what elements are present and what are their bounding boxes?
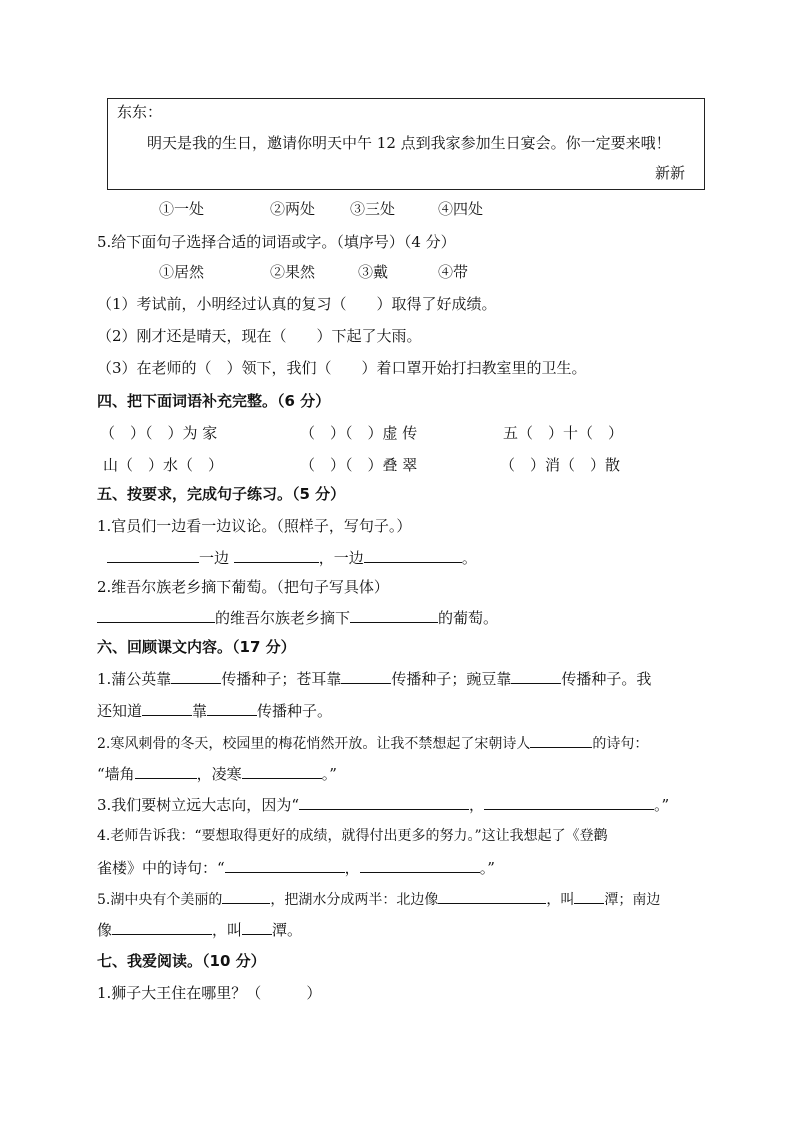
s5-q1-answer-line xyxy=(107,548,477,568)
answer-blank[interactable] xyxy=(234,548,319,563)
s6-q2-cont xyxy=(97,764,337,784)
text: 传播种子；豌豆靠 xyxy=(391,670,512,688)
s5-q2-answer-line xyxy=(97,608,498,628)
text: “墙角 xyxy=(97,765,135,783)
answer-blank[interactable] xyxy=(112,920,212,935)
s5-q2: 2.维吾尔族老乡摘下葡萄。（把句子写具体） xyxy=(97,578,389,596)
answer-blank[interactable] xyxy=(222,889,270,904)
answer-blank[interactable] xyxy=(171,669,221,684)
text: 的葡萄。 xyxy=(438,609,499,627)
q5-sentence-3: （3）在老师的（ ）领下，我们（ ）着口罩开始打扫教室里的卫生。 xyxy=(97,359,587,377)
text: 传播种子；苍耳靠 xyxy=(221,670,342,688)
answer-blank[interactable] xyxy=(438,889,546,904)
answer-blank[interactable] xyxy=(97,608,215,623)
answer-blank[interactable] xyxy=(299,795,469,810)
text: 传播种子。 xyxy=(257,702,333,720)
answer-blank[interactable] xyxy=(242,764,322,779)
idiom-4: 山（ ）水（ ） xyxy=(103,456,224,474)
s6-q5-cont xyxy=(97,920,302,940)
text: 。” xyxy=(321,765,337,783)
s7-q1: 1.狮子大王住在哪里？（ ） xyxy=(97,984,322,1002)
text: ，把湖水分成两半：北边像 xyxy=(270,892,439,908)
idiom-5: （ ）（ ）叠 翠 xyxy=(300,456,418,474)
answer-blank[interactable] xyxy=(350,608,438,623)
text: ， xyxy=(468,796,484,814)
text: 3.我们要树立远大志向，因为“ xyxy=(97,796,299,814)
answer-blank[interactable] xyxy=(530,733,592,748)
answer-blank[interactable] xyxy=(225,858,345,873)
idiom-1: （ ）（ ）为 家 xyxy=(100,424,218,442)
section-5-title: 五、按要求，完成句子练习。（5 分） xyxy=(97,485,346,503)
text: ， xyxy=(344,859,360,877)
s6-q5 xyxy=(97,889,660,910)
text: ，叫 xyxy=(212,921,243,939)
text: ，叫 xyxy=(546,892,575,908)
answer-blank[interactable] xyxy=(511,669,561,684)
s5-q1: 1.官员们一边看一边议论。（照样子，写句子。） xyxy=(97,517,412,535)
answer-blank[interactable] xyxy=(207,701,257,716)
s6-q1-cont xyxy=(97,701,332,721)
text: 5.湖中央有个美丽的 xyxy=(97,892,223,908)
q5-option-1: ①居然 xyxy=(159,263,205,281)
text: 。” xyxy=(654,796,670,814)
letter-body: 明天是我的生日，邀请你明天中午 12 点到我家参加生日宴会。你一定要来哦！ xyxy=(147,134,671,152)
answer-blank[interactable] xyxy=(135,764,197,779)
answer-blank[interactable] xyxy=(364,548,462,563)
text: 潭。 xyxy=(272,921,303,939)
q5-sentence-2: （2）刚才还是晴天，现在（ ）下起了大雨。 xyxy=(97,327,422,345)
text: 。 xyxy=(461,549,477,567)
text: 2.寒风刺骨的冬天，校园里的梅花悄然开放。让我不禁想起了宋朝诗人 xyxy=(97,736,531,752)
text: 一边 xyxy=(199,549,230,567)
text: ，一边 xyxy=(318,549,364,567)
text: 还知道 xyxy=(97,702,143,720)
text: 。” xyxy=(479,859,495,877)
section-7-title: 七、我爱阅读。（10 分） xyxy=(97,952,266,970)
answer-blank[interactable] xyxy=(107,548,199,563)
s6-q4: 4.老师告诉我：“要想取得更好的成绩，就得付出更多的努力。”这让我想起了《登鹳 xyxy=(97,828,608,844)
q4-option-3: ③三处 xyxy=(350,200,396,218)
s6-q3 xyxy=(97,795,669,815)
text: ，凌寒 xyxy=(196,765,242,783)
q5-option-3: ③戴 xyxy=(358,263,389,281)
text: 的诗句： xyxy=(592,736,649,752)
q5-option-4: ④带 xyxy=(438,263,469,281)
q4-option-2: ②两处 xyxy=(270,200,316,218)
q4-option-1: ①一处 xyxy=(159,200,205,218)
q5-sentence-1: （1）考试前，小明经过认真的复习（ ）取得了好成绩。 xyxy=(97,295,497,313)
idiom-6: （ ）消（ ）散 xyxy=(500,456,621,474)
s6-q1 xyxy=(97,669,651,689)
q4-option-4: ④四处 xyxy=(438,200,484,218)
text: 传播种子。我 xyxy=(561,670,652,688)
section-4-title: 四、把下面词语补充完整。（6 分） xyxy=(97,392,331,410)
q5-title: 5.给下面句子选择合适的词语或字。（填序号）（4 分） xyxy=(97,233,456,251)
answer-blank[interactable] xyxy=(574,889,604,904)
answer-blank[interactable] xyxy=(360,858,480,873)
text: 1.蒲公英靠 xyxy=(97,670,172,688)
answer-blank[interactable] xyxy=(484,795,654,810)
idiom-3: 五（ ）十（ ） xyxy=(503,424,624,442)
idiom-2: （ ）（ ）虚 传 xyxy=(300,424,418,442)
text: 潭；南边 xyxy=(604,892,661,908)
letter-salutation: 东东： xyxy=(117,103,163,121)
text: 的维吾尔族老乡摘下 xyxy=(215,609,351,627)
text: 像 xyxy=(97,921,113,939)
s6-q2 xyxy=(97,733,648,754)
section-6-title: 六、回顾课文内容。（17 分） xyxy=(97,638,296,656)
s6-q4-cont xyxy=(97,858,495,878)
text: 雀楼》中的诗句：“ xyxy=(97,859,225,877)
answer-blank[interactable] xyxy=(142,701,192,716)
text: 靠 xyxy=(192,702,208,720)
answer-blank[interactable] xyxy=(341,669,391,684)
letter-signature: 新新 xyxy=(655,164,686,182)
answer-blank[interactable] xyxy=(242,920,272,935)
q5-option-2: ②果然 xyxy=(270,263,316,281)
